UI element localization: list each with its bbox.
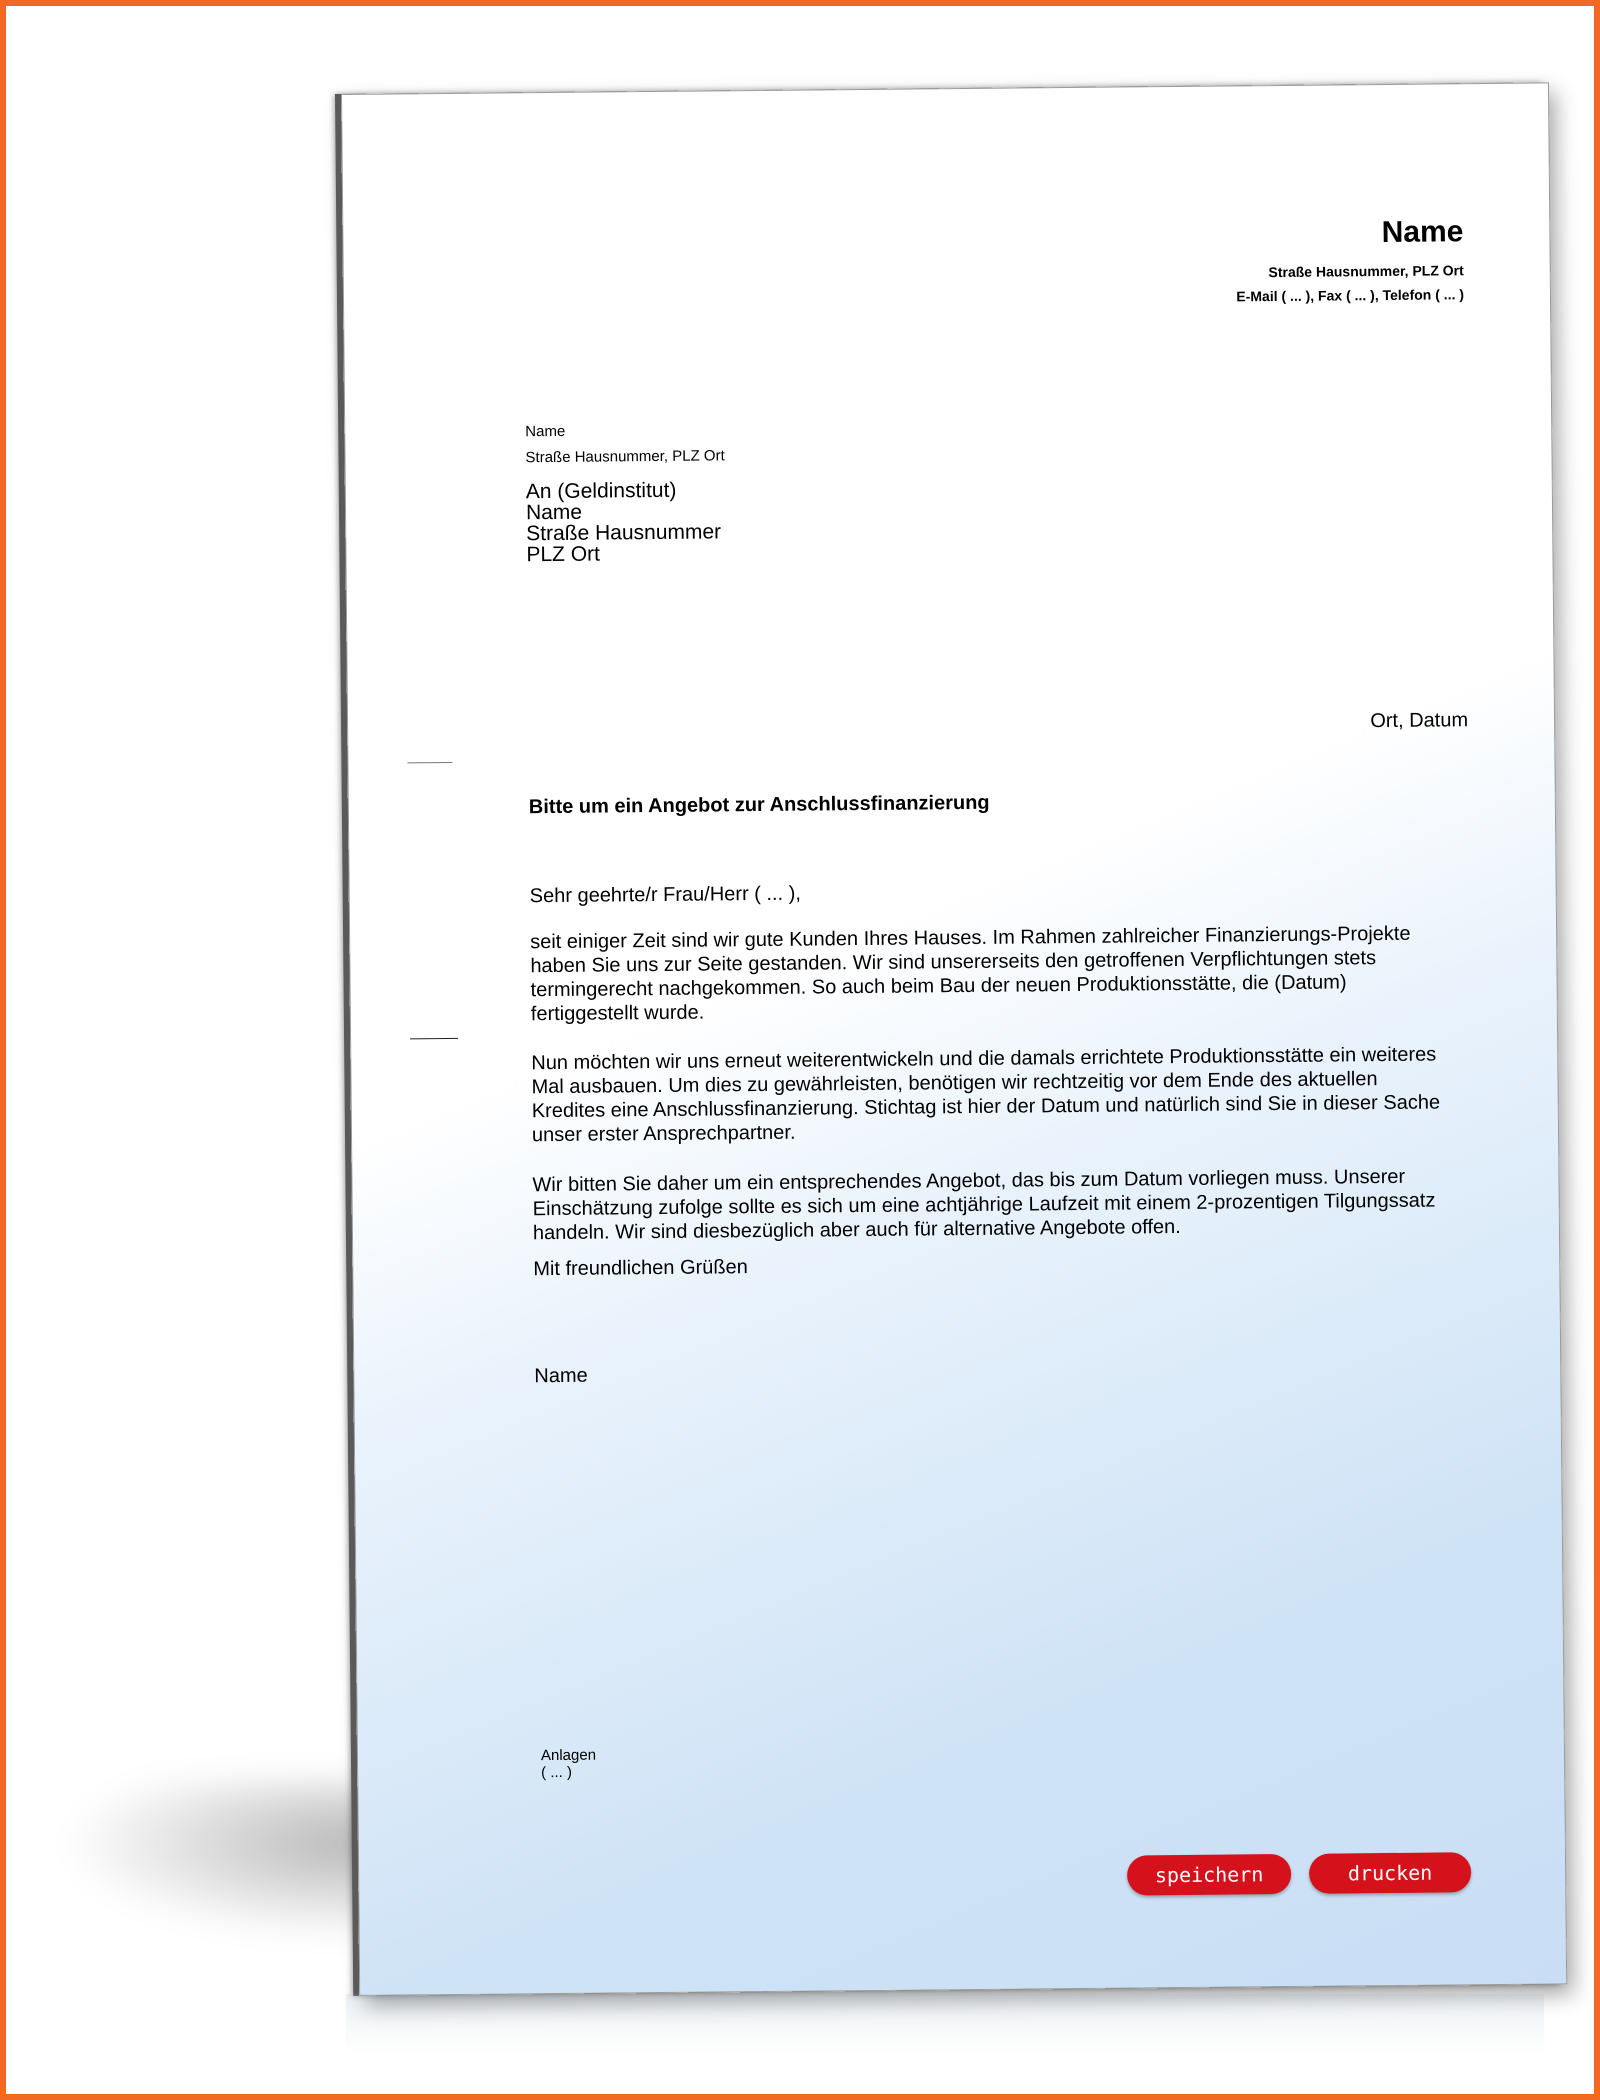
place-date: Ort, Datum bbox=[1370, 709, 1469, 733]
recipient-line-2: Name bbox=[525, 500, 583, 525]
recipient-line-1: An (Geldinstitut) bbox=[525, 478, 677, 504]
return-address-street: Straße Hausnummer, PLZ Ort bbox=[525, 447, 725, 467]
closing: Mit freundlichen Grüßen bbox=[533, 1256, 748, 1281]
paragraph-1: seit einiger Zeit sind wir gute Kunden Ihres Hauses. Im Rahmen zahlreicher Finanzierungs-Projekte haben Sie uns zur Seite gestanden. Wir sind unsererseits den getroffenen Verpflichtungen stets termingerecht nachgekommen. So auch beim Bau der neuen Produktionsstätte, die (Datum) fertiggestellt wurde. bbox=[530, 922, 1411, 1026]
signature-name: Name bbox=[534, 1364, 588, 1388]
paragraph-3: Wir bitten Sie daher um ein entsprechendes Angebot, das bis zum Datum vorliegen muss. Unserer Einschätzung zufolge sollte es sich um eine achtjährige Laufzeit mit einem 2-prozentigen Tilgungssatz handeln. Wir sind diesbezüglich aber auch für alternative Angebote offen. bbox=[532, 1165, 1436, 1245]
save-button[interactable]: speichern bbox=[1127, 1854, 1291, 1896]
recipient-line-3: Straße Hausnummer bbox=[526, 520, 722, 546]
sender-name: Name bbox=[1381, 215, 1464, 250]
recipient-line-4: PLZ Ort bbox=[526, 542, 601, 567]
return-address-name: Name bbox=[525, 422, 566, 441]
print-button[interactable]: drucken bbox=[1309, 1852, 1471, 1894]
letter-subject: Bitte um ein Angebot zur Anschlussfinanzierung bbox=[528, 791, 990, 819]
sender-contact: E-Mail ( ... ), Fax ( ... ), Telefon ( ... ) bbox=[1236, 286, 1465, 305]
paragraph-2: Nun möchten wir uns erneut weiterentwickeln und die damals errichtete Produktionsstätte ein weiteres Mal ausbauen. Um dies zu gewährleisten, benötigen wir rechtzeitig vor dem Ende des aktuellen Kredites eine Anschlussfinanzierung. Stichtag ist hier der Datum und natürlich sind Sie in dieser Sache unser erster Ansprechpartner. bbox=[531, 1043, 1441, 1147]
attachments-label: Anlagen bbox=[540, 1746, 597, 1765]
attachments-value: ( ... ) bbox=[541, 1763, 573, 1782]
sender-address: Straße Hausnummer, PLZ Ort bbox=[1268, 262, 1464, 281]
salutation: Sehr geehrte/r Frau/Herr ( ... ), bbox=[529, 882, 802, 908]
